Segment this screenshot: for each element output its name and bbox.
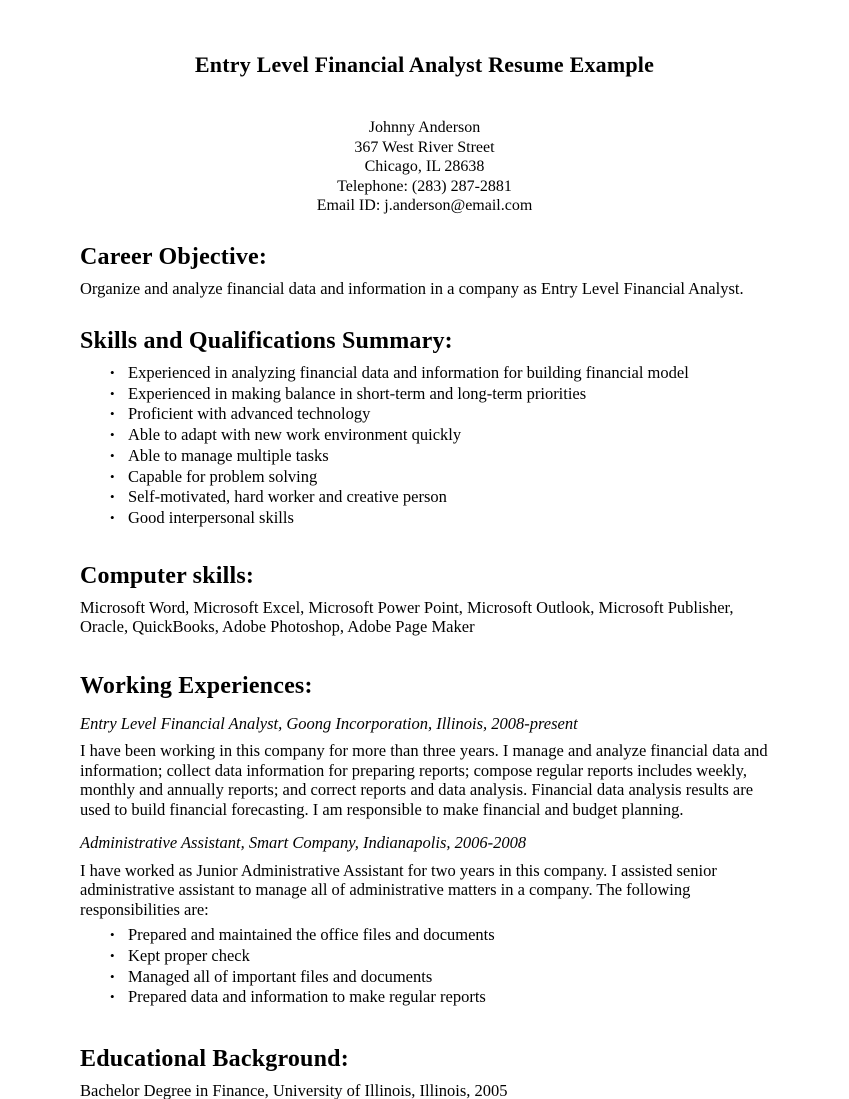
job1-title: Entry Level Financial Analyst, Goong Incorporation, Illinois, 2008-present: [80, 713, 578, 733]
contact-phone: Telephone: (283) 287-2881: [337, 177, 512, 195]
list-item: [110, 446, 769, 467]
job2-title: Administrative Assistant, Smart Company, Indianapolis, 2006-2008: [80, 833, 527, 853]
contact-street: 367 West River Street: [354, 138, 495, 156]
bullet-icon: •: [110, 447, 115, 463]
list-item: [110, 987, 769, 1008]
bullet-icon: •: [110, 927, 115, 943]
bullet-icon: •: [110, 509, 115, 525]
list-item: [110, 384, 769, 405]
section-heading-career-objective: Career Objective:: [80, 243, 268, 270]
education-text: Bachelor Degree in Finance, University of Illinois, Illinois, 2005: [80, 1080, 508, 1099]
bullet-icon: •: [110, 968, 115, 984]
list-item: [110, 508, 769, 529]
bullet-icon: •: [110, 989, 115, 1005]
contact-block: [0, 118, 849, 216]
list-item-text: Good interpersonal skills: [128, 507, 294, 527]
list-item-text: Prepared data and information to make regular reports: [128, 987, 486, 1007]
section-heading-skills-summary: Skills and Qualifications Summary:: [80, 328, 453, 354]
list-item-text: Kept proper check: [128, 945, 250, 965]
contact-name: Johnny Anderson: [368, 119, 481, 136]
job2-description: I have worked as Junior Administrative Assistant for two years in this company. I assisted senior administrative assistant to manage all of administrative matters in a company. The following responsibilities are:: [80, 860, 717, 919]
list-item: [110, 425, 769, 446]
resume-content: [0, 244, 849, 1099]
list-item: [110, 404, 769, 425]
list-item-text: Proficient with advanced technology: [128, 404, 371, 424]
list-item-text: Experienced in making balance in short-term and long-term priorities: [128, 383, 587, 403]
list-item: [110, 925, 769, 946]
list-item-text: Experienced in analyzing financial data and information for building financial model: [128, 363, 689, 382]
list-item-text: Capable for problem solving: [128, 466, 318, 486]
list-item: [110, 363, 769, 384]
bullet-icon: •: [110, 468, 115, 484]
list-item: [110, 946, 769, 967]
page-title: Entry Level Financial Analyst Resume Example: [194, 52, 655, 77]
bullet-icon: •: [110, 385, 115, 401]
list-item-text: Able to adapt with new work environment quickly: [128, 425, 462, 445]
bullet-icon: •: [110, 947, 115, 963]
list-item-text: Self-motivated, hard worker and creative person: [128, 487, 447, 507]
section-heading-computer-skills: Computer skills:: [80, 562, 255, 589]
computer-skills-text: Microsoft Word, Microsoft Excel, Microsoft Power Point, Microsoft Outlook, Microsoft Publisher, Oracle, QuickBooks, Adobe Photoshop, Adobe Page Maker: [80, 597, 734, 637]
contact-city: Chicago, IL 28638: [364, 158, 485, 175]
bullet-icon: •: [110, 427, 115, 443]
section-heading-education: Educational Background:: [80, 1045, 349, 1072]
list-item: [110, 467, 769, 488]
contact-email: Email ID: j.anderson@email.com: [316, 197, 533, 214]
bullet-icon: •: [110, 365, 115, 380]
section-heading-working-experiences: Working Experiences:: [80, 672, 313, 699]
list-item: [110, 487, 769, 508]
career-objective-text: Organize and analyze financial data and information in a company as Entry Level Financial Analyst.: [80, 278, 744, 298]
bullet-icon: •: [110, 406, 115, 422]
responsibilities-list: [80, 925, 769, 1008]
list-item-text: Able to manage multiple tasks: [128, 445, 329, 465]
job1-description: I have been working in this company for more than three years. I manage and analyze financial data and information; collect data information for preparing reports; compose regular reports includes weekly, monthly and annually reports; and correct reports and data analysis. Financial data analysis results are used to build financial forecasting. I am responsible to make financial and budget planning.: [80, 741, 768, 819]
list-item: [110, 967, 769, 988]
skills-list: [80, 363, 769, 529]
bullet-icon: •: [110, 489, 115, 505]
list-item-text: Prepared and maintained the office files and documents: [128, 925, 495, 945]
list-item-text: Managed all of important files and documents: [128, 966, 433, 986]
